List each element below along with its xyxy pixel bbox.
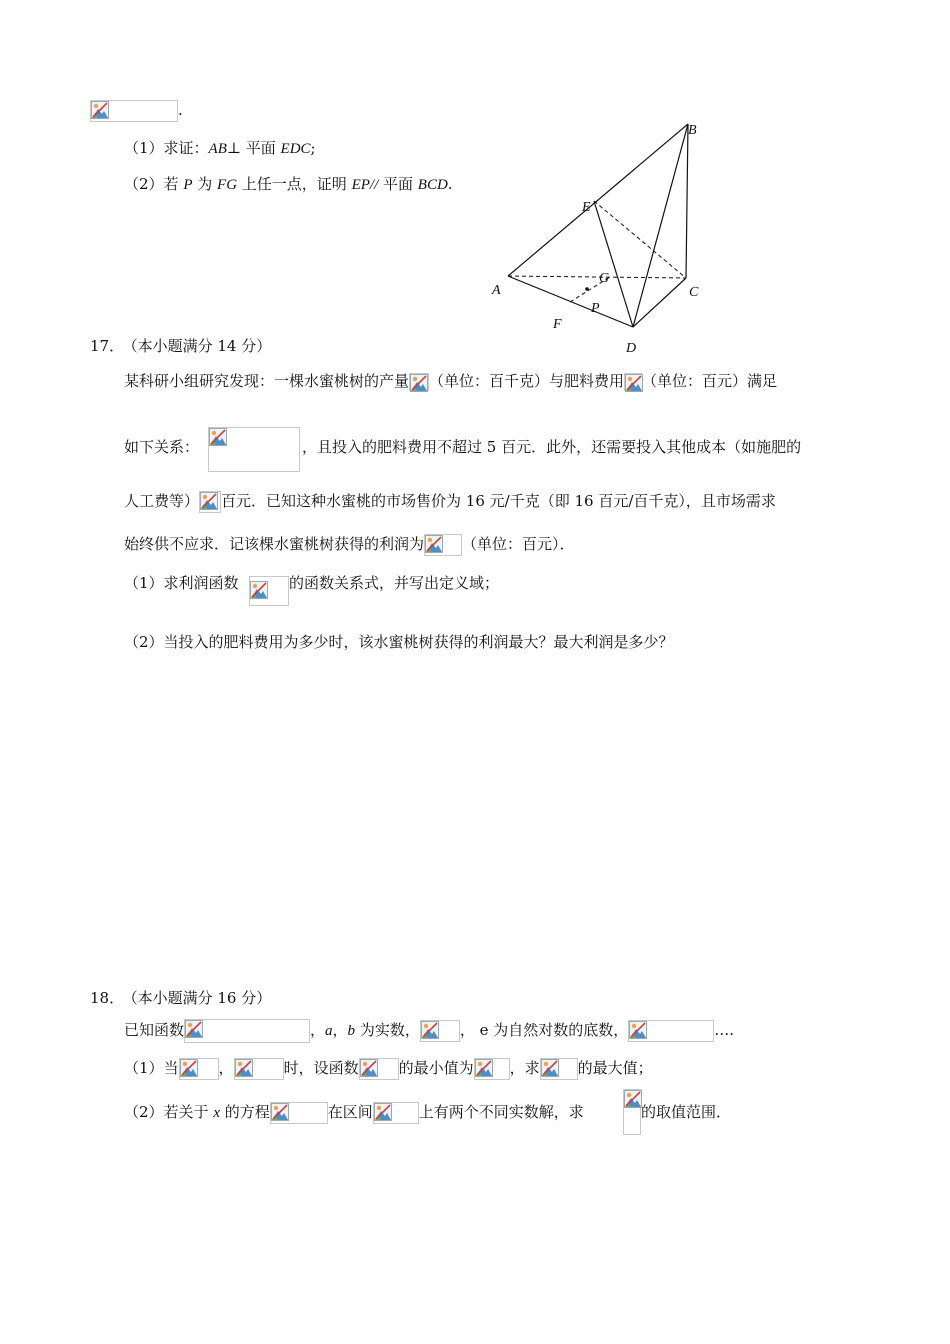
formula-image — [270, 1102, 328, 1124]
broken-image-icon — [185, 1020, 203, 1038]
edge-bd — [633, 124, 688, 327]
formula-image — [624, 373, 642, 391]
broken-image-icon — [271, 1103, 289, 1121]
formula-image — [474, 1058, 510, 1080]
problem-18-header: 18． （本小题满分 16 分） — [90, 989, 272, 1007]
label-d: D — [626, 341, 637, 356]
broken-image-icon — [425, 535, 443, 553]
pyramid-figure — [488, 112, 718, 362]
broken-image-icon — [374, 1103, 392, 1121]
broken-image-icon — [541, 1059, 559, 1077]
broken-image-icon — [91, 101, 109, 119]
edge-ab — [508, 124, 688, 276]
broken-image-icon — [180, 1059, 198, 1077]
point-p — [585, 287, 589, 291]
formula-image — [199, 491, 221, 513]
label-e: E — [582, 200, 591, 215]
problem-17-line-2: 如下关系： — [124, 438, 200, 456]
formula-image — [424, 534, 462, 556]
problem-17-question-1: （1）求利润函数 — [124, 574, 239, 592]
label-a: A — [492, 283, 501, 298]
formula-image — [90, 100, 178, 122]
formula-image — [373, 1102, 419, 1124]
label-c: C — [689, 285, 699, 300]
label-f: F — [553, 317, 562, 332]
broken-image-icon — [624, 1090, 642, 1108]
problem-18-question-1: （1）当 ， 时，设函数 的最小值为 ，求 的最大值； — [124, 1058, 653, 1080]
problem-17-line-2b: ，且投入的肥料费用不超过 5 百元．此外，还需要投入其他成本（如施肥的 — [302, 438, 802, 456]
formula-image — [249, 576, 289, 606]
top-formula-line: . — [90, 100, 183, 122]
broken-image-icon — [235, 1059, 253, 1077]
edge-ed — [594, 201, 633, 327]
formula-image — [628, 1020, 714, 1042]
formula-image — [420, 1020, 460, 1042]
formula-image — [359, 1058, 399, 1080]
formula-image — [184, 1019, 310, 1043]
edge-ec-hidden — [594, 201, 686, 278]
edge-dc — [633, 278, 686, 327]
broken-image-icon — [360, 1059, 378, 1077]
problem-18-line-1: 已知函数 ，a，b 为实数， ， e 为自然对数的底数， …. — [124, 1019, 734, 1043]
problem-17-header: 17． （本小题满分 14 分） — [90, 337, 272, 355]
problem-17-line-4: 始终供不应求．记该棵水蜜桃树获得的利润为 （单位：百元）． — [124, 534, 575, 556]
problem-17-question-1b: 的函数关系式，并写出定义域； — [289, 574, 500, 592]
broken-image-icon — [421, 1021, 439, 1039]
broken-image-icon — [629, 1021, 647, 1039]
question-2-prove: （2）若 P 为 FG 上任一点，证明 EP// 平面 BCD. — [124, 175, 453, 193]
formula-image — [409, 373, 429, 391]
problem-18-question-2: （2）若关于 x 的方程 在区间 上有两个不同实数解，求 — [124, 1102, 584, 1124]
problem-17-line-1: 某科研小组研究发现：一棵水蜜桃树的产量 （单位：百千克）与肥料费用 （单位：百元）满足 — [124, 372, 778, 390]
formula-image — [208, 427, 300, 472]
question-1-prove: （1）求证：AB⊥ 平面 EDC; — [124, 139, 316, 157]
broken-image-icon — [209, 428, 227, 446]
broken-image-icon — [200, 492, 218, 510]
problem-18-question-2b: 的取值范围． — [641, 1103, 732, 1121]
problem-17-question-2: （2）当投入的肥料费用为多少时，该水蜜桃树获得的利润最大？最大利润是多少？ — [124, 633, 674, 651]
broken-image-icon — [410, 374, 428, 392]
problem-17-line-3: 人工费等） 百元．已知这种水蜜桃的市场售价为 16 元/千克（即 16 百元/百千克），且市场需求 — [124, 491, 776, 513]
broken-image-icon — [250, 581, 268, 599]
label-p: P — [591, 301, 600, 316]
label-b: B — [688, 123, 697, 138]
formula-image — [540, 1058, 578, 1080]
broken-image-icon — [475, 1059, 493, 1077]
label-g: G — [599, 271, 610, 286]
edge-ac-hidden — [508, 276, 686, 278]
formula-image — [623, 1089, 641, 1135]
broken-image-icon — [625, 374, 643, 392]
formula-image — [234, 1058, 284, 1080]
formula-image — [179, 1058, 219, 1080]
edge-bc — [686, 124, 688, 278]
